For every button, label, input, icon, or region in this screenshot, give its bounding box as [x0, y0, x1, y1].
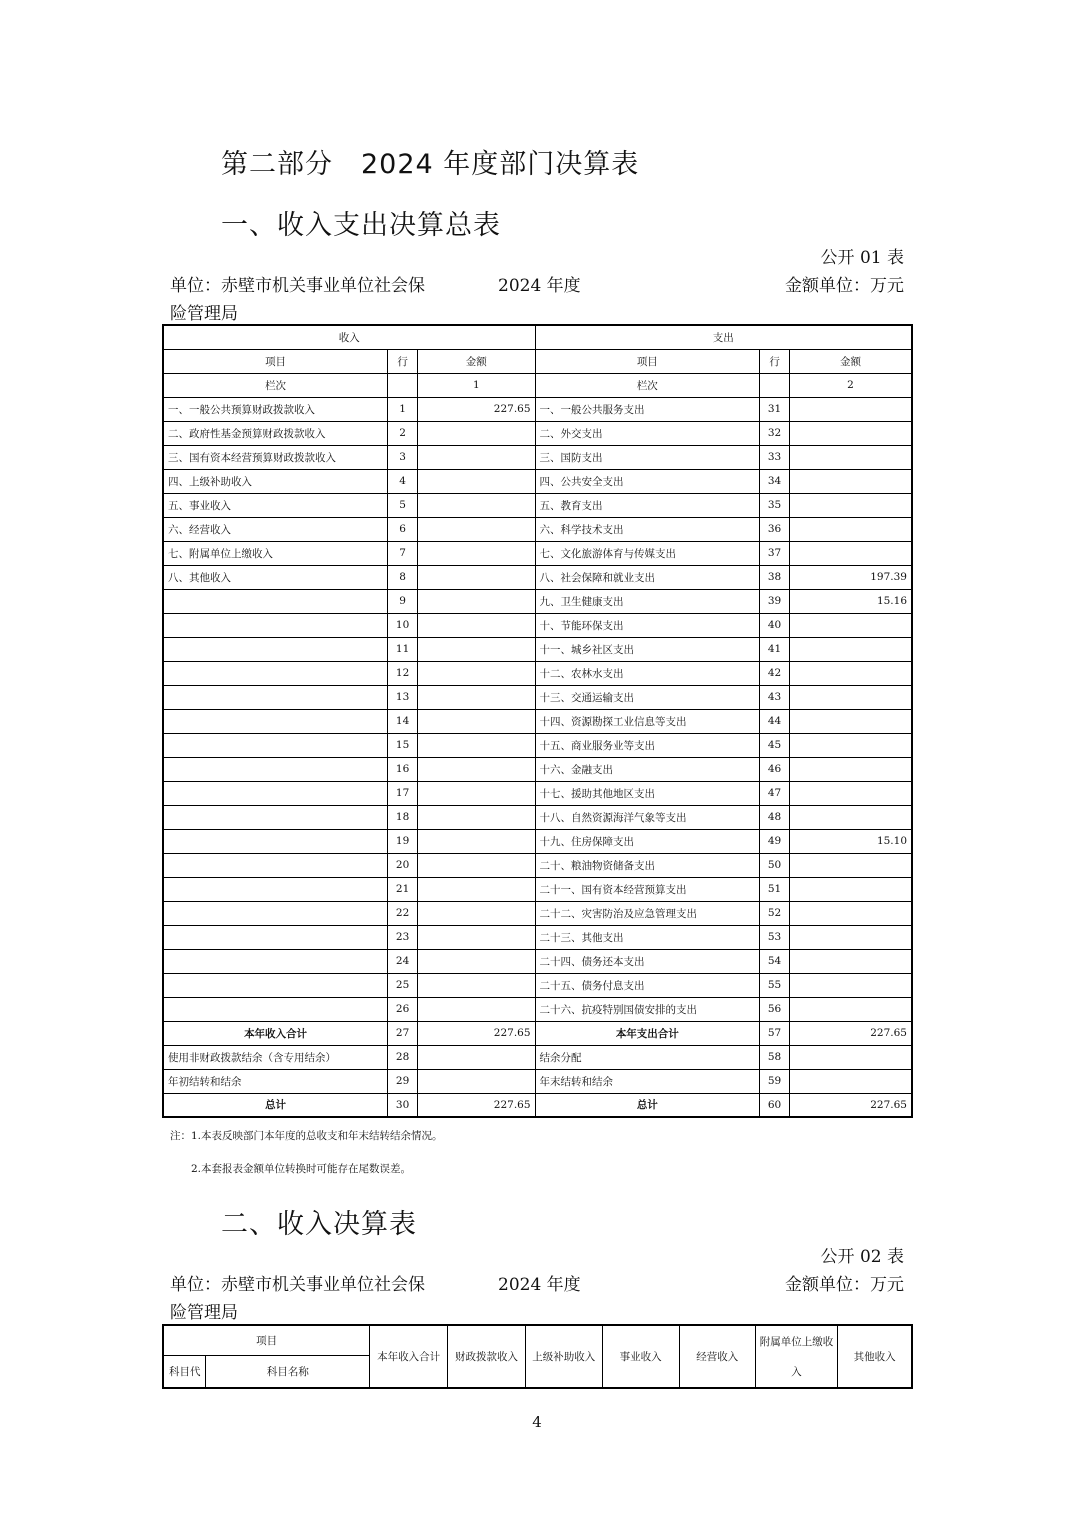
table-row-in-amt — [418, 637, 535, 661]
table-row — [163, 997, 912, 1021]
header-expense: 支出 — [535, 325, 912, 349]
table-row-ex-row: 34 — [760, 469, 790, 493]
t2-col-superior: 上级补助收入 — [525, 1325, 602, 1388]
table-row-ex-row: 51 — [760, 877, 790, 901]
table-row-ex-item: 二十五、债务付息支出 — [535, 973, 760, 997]
total-row-ex-amt: 227.65 — [790, 1093, 912, 1117]
lanci-expense-row — [760, 373, 790, 397]
total-row-ex-row: 60 — [760, 1093, 790, 1117]
table-row-ex-row: 46 — [760, 757, 790, 781]
table-row-ex-amt — [790, 421, 912, 445]
table-row — [163, 709, 912, 733]
table-row-ex-item: 六、科学技术支出 — [535, 517, 760, 541]
subtotal-row-in-item: 本年收入合计 — [163, 1021, 388, 1045]
table-row — [163, 469, 912, 493]
table-row — [163, 445, 912, 469]
table-row-in-amt — [418, 853, 535, 877]
table-row — [163, 829, 912, 853]
balance-row-in-row: 28 — [388, 1045, 418, 1069]
t2-col-name: 科目名称 — [206, 1355, 370, 1388]
t2-col-business: 事业收入 — [602, 1325, 679, 1388]
table-row-ex-row: 56 — [760, 997, 790, 1021]
lanci-expense: 栏次 — [535, 373, 760, 397]
table-row-in-amt — [418, 805, 535, 829]
income-statement-table — [162, 1324, 913, 1389]
table-row-ex-item: 一、一般公共服务支出 — [535, 397, 760, 421]
table-row-in-item: 六、经营收入 — [163, 517, 388, 541]
table-row-ex-amt — [790, 925, 912, 949]
table-row — [163, 661, 912, 685]
table-row-in-amt — [418, 565, 535, 589]
table-row — [163, 877, 912, 901]
table-row-ex-item: 四、公共安全支出 — [535, 469, 760, 493]
table-row-in-amt — [418, 949, 535, 973]
table-row-in-row: 22 — [388, 901, 418, 925]
table-row-ex-item: 十七、援助其他地区支出 — [535, 781, 760, 805]
balance-row — [163, 1045, 912, 1069]
table-row-in-amt — [418, 661, 535, 685]
section2-unit-line1: 单位：赤壁市机关事业单位社会保 — [170, 1275, 425, 1295]
table-row — [163, 757, 912, 781]
table-row-ex-item: 二十一、国有资本经营预算支出 — [535, 877, 760, 901]
col-row-income: 行 — [388, 349, 418, 373]
table-row-ex-row: 40 — [760, 613, 790, 637]
t2-col-item: 项目 — [163, 1325, 370, 1355]
table-row — [163, 925, 912, 949]
table-row — [163, 517, 912, 541]
col-row-expense: 行 — [760, 349, 790, 373]
table-row-in-item — [163, 949, 388, 973]
balance-row-in-amt — [418, 1045, 535, 1069]
table-row — [163, 685, 912, 709]
table-row-in-row: 23 — [388, 925, 418, 949]
table-row-ex-item: 十三、交通运输支出 — [535, 685, 760, 709]
t2-col-other: 其他收入 — [838, 1325, 912, 1388]
section1-unit-line1: 单位：赤壁市机关事业单位社会保 — [170, 276, 425, 296]
table-row-in-row: 11 — [388, 637, 418, 661]
table-row-ex-row: 41 — [760, 637, 790, 661]
table-row-in-item — [163, 805, 388, 829]
table-row-in-row: 18 — [388, 805, 418, 829]
table-row-in-row: 5 — [388, 493, 418, 517]
table-row-in-row: 17 — [388, 781, 418, 805]
balance-row-ex-row: 58 — [760, 1045, 790, 1069]
t2-col-affiliate-line1: 附属单位上缴收 — [759, 1335, 834, 1348]
table-row — [163, 637, 912, 661]
t2-col-code: 科目代 — [163, 1355, 206, 1388]
balance-row-in-item: 使用非财政拨款结余（含专用结余） — [163, 1045, 388, 1069]
part-title: 第二部分 2024 年度部门决算表 — [221, 149, 640, 180]
subtotal-row-ex-item: 本年支出合计 — [535, 1021, 760, 1045]
table-row-in-item: 七、附属单位上缴收入 — [163, 541, 388, 565]
subtotal-row — [163, 1021, 912, 1045]
section1-unit-line2: 险管理局 — [170, 304, 238, 324]
table-row-in-amt — [418, 613, 535, 637]
table-row-ex-amt — [790, 637, 912, 661]
table-row-in-row: 4 — [388, 469, 418, 493]
section2-title: 二、收入决算表 — [221, 1209, 417, 1240]
balance-row-ex-row: 59 — [760, 1069, 790, 1093]
table-row-ex-item: 二十三、其他支出 — [535, 925, 760, 949]
table-row-in-item — [163, 685, 388, 709]
table-row-ex-row: 37 — [760, 541, 790, 565]
section2-table-code: 公开 02 表 — [820, 1247, 904, 1267]
table-row-in-item — [163, 781, 388, 805]
table-row-ex-amt — [790, 901, 912, 925]
balance-row-ex-item: 结余分配 — [535, 1045, 760, 1069]
table-row-in-row: 21 — [388, 877, 418, 901]
table-row — [163, 733, 912, 757]
section2-unit-line2: 险管理局 — [170, 1303, 238, 1323]
balance-row-ex-item: 年末结转和结余 — [535, 1069, 760, 1093]
table-row-ex-item: 二、外交支出 — [535, 421, 760, 445]
section1-year: 2024 年度 — [498, 276, 581, 296]
table-row-in-row: 24 — [388, 949, 418, 973]
table-row-ex-amt — [790, 973, 912, 997]
balance-row-ex-amt — [790, 1069, 912, 1093]
table-row-ex-row: 50 — [760, 853, 790, 877]
table-row-ex-row: 54 — [760, 949, 790, 973]
table-row-ex-amt — [790, 493, 912, 517]
table-row-ex-amt — [790, 661, 912, 685]
total-row-ex-item: 总计 — [535, 1093, 760, 1117]
table-row-in-amt — [418, 469, 535, 493]
table-row-in-row: 3 — [388, 445, 418, 469]
table-row-ex-row: 55 — [760, 973, 790, 997]
table-row-ex-item: 十六、金融支出 — [535, 757, 760, 781]
table-row-in-row: 14 — [388, 709, 418, 733]
table-row-in-item — [163, 709, 388, 733]
table-row-ex-row: 42 — [760, 661, 790, 685]
table-row-in-item: 五、事业收入 — [163, 493, 388, 517]
table-row-in-item — [163, 877, 388, 901]
table-row-ex-item: 二十二、灾害防治及应急管理支出 — [535, 901, 760, 925]
table-row-in-item: 一、一般公共预算财政拨款收入 — [163, 397, 388, 421]
table-row-ex-amt — [790, 805, 912, 829]
table-row-in-amt — [418, 685, 535, 709]
t2-col-fiscal: 财政拨款收入 — [448, 1325, 526, 1388]
table-row-in-amt — [418, 445, 535, 469]
subtotal-row-in-row: 27 — [388, 1021, 418, 1045]
t2-col-affiliate — [755, 1325, 838, 1388]
table-row-in-item — [163, 589, 388, 613]
table-row-in-item — [163, 757, 388, 781]
table-row-ex-row: 33 — [760, 445, 790, 469]
page-number: 4 — [532, 1413, 542, 1431]
table-row-ex-item: 十一、城乡社区支出 — [535, 637, 760, 661]
table-row — [163, 397, 912, 421]
table-row-in-row: 9 — [388, 589, 418, 613]
table-row-in-row: 13 — [388, 685, 418, 709]
table-row-in-row: 1 — [388, 397, 418, 421]
table-row — [163, 421, 912, 445]
table-row-in-row: 8 — [388, 565, 418, 589]
table-row-in-amt — [418, 877, 535, 901]
table-row-ex-amt: 197.39 — [790, 565, 912, 589]
table-row-ex-row: 31 — [760, 397, 790, 421]
lanci-income-row — [388, 373, 418, 397]
section2-amount-unit: 金额单位：万元 — [785, 1275, 904, 1295]
table-row-in-row: 10 — [388, 613, 418, 637]
table-row-ex-row: 49 — [760, 829, 790, 853]
table-row-ex-amt — [790, 517, 912, 541]
table-row — [163, 613, 912, 637]
table-row-in-row: 25 — [388, 973, 418, 997]
t2-col-operating: 经营收入 — [679, 1325, 755, 1388]
balance-row-in-amt — [418, 1069, 535, 1093]
table-row-ex-amt — [790, 613, 912, 637]
table-row-in-item — [163, 661, 388, 685]
table-row-in-item — [163, 637, 388, 661]
header-income: 收入 — [163, 325, 535, 349]
table-row-in-amt — [418, 781, 535, 805]
table-row-in-row: 15 — [388, 733, 418, 757]
subtotal-row-ex-row: 57 — [760, 1021, 790, 1045]
table-row-ex-item: 三、国防支出 — [535, 445, 760, 469]
table-row-in-amt — [418, 541, 535, 565]
table-row-ex-item: 十二、农林水支出 — [535, 661, 760, 685]
table-row — [163, 781, 912, 805]
note-1: 注：1.本表反映部门本年度的总收支和年末结转结余情况。 — [170, 1130, 443, 1142]
col-amount-expense: 金额 — [790, 349, 912, 373]
table-row-ex-row: 36 — [760, 517, 790, 541]
table-row-ex-row: 52 — [760, 901, 790, 925]
table-row-in-item: 四、上级补助收入 — [163, 469, 388, 493]
table-row-ex-row: 47 — [760, 781, 790, 805]
table-row-ex-amt — [790, 685, 912, 709]
table-row — [163, 589, 912, 613]
note-2: 2.本套报表金额单位转换时可能存在尾数误差。 — [191, 1163, 412, 1175]
t2-col-affiliate-line2: 入 — [791, 1365, 802, 1378]
table-row-in-item — [163, 853, 388, 877]
table-row-in-amt — [418, 757, 535, 781]
col-item-expense: 项目 — [535, 349, 760, 373]
table-row — [163, 853, 912, 877]
table-row — [163, 805, 912, 829]
total-row — [163, 1093, 912, 1117]
subtotal-row-in-amt: 227.65 — [418, 1021, 535, 1045]
table-row-ex-amt: 15.10 — [790, 829, 912, 853]
table-row-in-row: 12 — [388, 661, 418, 685]
table-row-ex-item: 十四、资源勘探工业信息等支出 — [535, 709, 760, 733]
table-row-ex-amt — [790, 997, 912, 1021]
table-row-ex-amt — [790, 469, 912, 493]
table-row-ex-item: 十、节能环保支出 — [535, 613, 760, 637]
table-row-ex-amt — [790, 757, 912, 781]
table-row-ex-amt — [790, 733, 912, 757]
table-row-in-amt — [418, 709, 535, 733]
total-row-in-amt: 227.65 — [418, 1093, 535, 1117]
table-row-in-item: 三、国有资本经营预算财政拨款收入 — [163, 445, 388, 469]
table-row-in-item — [163, 613, 388, 637]
table-row-ex-row: 48 — [760, 805, 790, 829]
table-row-ex-row: 43 — [760, 685, 790, 709]
balance-row-ex-amt — [790, 1045, 912, 1069]
table-row-in-amt — [418, 493, 535, 517]
table-row-ex-amt — [790, 877, 912, 901]
subtotal-row-ex-amt: 227.65 — [790, 1021, 912, 1045]
balance-row — [163, 1069, 912, 1093]
table-row — [163, 949, 912, 973]
table-row-ex-row: 38 — [760, 565, 790, 589]
table-row-ex-item: 十五、商业服务业等支出 — [535, 733, 760, 757]
table-row-ex-row: 32 — [760, 421, 790, 445]
table-row-in-item — [163, 997, 388, 1021]
table-row-ex-item: 五、教育支出 — [535, 493, 760, 517]
table-row-ex-item: 二十、粮油物资储备支出 — [535, 853, 760, 877]
table-row-in-row: 6 — [388, 517, 418, 541]
table-row-ex-row: 53 — [760, 925, 790, 949]
table-row-in-amt — [418, 925, 535, 949]
table-row-ex-amt — [790, 949, 912, 973]
t2-col-total: 本年收入合计 — [370, 1325, 448, 1388]
table-row-ex-amt — [790, 445, 912, 469]
col-amount-income: 金额 — [418, 349, 535, 373]
table-row-in-item: 八、其他收入 — [163, 565, 388, 589]
section1-table-code: 公开 01 表 — [820, 248, 904, 268]
table-row-in-amt — [418, 421, 535, 445]
table-row-ex-item: 八、社会保障和就业支出 — [535, 565, 760, 589]
table-row-in-amt — [418, 733, 535, 757]
table-row-ex-item: 二十四、债务还本支出 — [535, 949, 760, 973]
section1-amount-unit: 金额单位：万元 — [785, 276, 904, 296]
table-row-in-amt: 227.65 — [418, 397, 535, 421]
table-row-in-amt — [418, 973, 535, 997]
table-row — [163, 973, 912, 997]
table-row-in-amt — [418, 517, 535, 541]
section1-title: 一、收入支出决算总表 — [221, 210, 501, 241]
table-row — [163, 901, 912, 925]
table-row-ex-row: 45 — [760, 733, 790, 757]
table-row-in-amt — [418, 829, 535, 853]
table-row-in-item: 二、政府性基金预算财政拨款收入 — [163, 421, 388, 445]
table-row-ex-row: 39 — [760, 589, 790, 613]
table-row-in-item — [163, 973, 388, 997]
table-row-in-item — [163, 901, 388, 925]
table-row-ex-item: 十九、住房保障支出 — [535, 829, 760, 853]
table-row-ex-item: 七、文化旅游体育与传媒支出 — [535, 541, 760, 565]
lanci-expense-no: 2 — [790, 373, 912, 397]
table-row — [163, 541, 912, 565]
section2-year: 2024 年度 — [498, 1275, 581, 1295]
table-row-ex-row: 44 — [760, 709, 790, 733]
col-item-income: 项目 — [163, 349, 388, 373]
table-row-ex-amt — [790, 397, 912, 421]
table-row-in-row: 20 — [388, 853, 418, 877]
table-row-ex-item: 二十六、抗疫特别国债安排的支出 — [535, 997, 760, 1021]
income-expense-summary-table — [162, 324, 913, 1118]
table-row-ex-amt — [790, 541, 912, 565]
table-row-in-row: 7 — [388, 541, 418, 565]
total-row-in-item: 总计 — [163, 1093, 388, 1117]
table-row-ex-amt — [790, 781, 912, 805]
table-row-in-item — [163, 925, 388, 949]
table-row-ex-amt: 15.16 — [790, 589, 912, 613]
total-row-in-row: 30 — [388, 1093, 418, 1117]
table-row-ex-amt — [790, 853, 912, 877]
table-row-in-row: 19 — [388, 829, 418, 853]
table-row-ex-item: 十八、自然资源海洋气象等支出 — [535, 805, 760, 829]
table-row — [163, 493, 912, 517]
table-row-in-row: 26 — [388, 997, 418, 1021]
balance-row-in-row: 29 — [388, 1069, 418, 1093]
table-row-in-item — [163, 733, 388, 757]
balance-row-in-item: 年初结转和结余 — [163, 1069, 388, 1093]
table-row-in-amt — [418, 901, 535, 925]
lanci-income-no: 1 — [418, 373, 535, 397]
table-row-ex-item: 九、卫生健康支出 — [535, 589, 760, 613]
table-row-ex-row: 35 — [760, 493, 790, 517]
table-row-in-row: 16 — [388, 757, 418, 781]
table-row-in-amt — [418, 997, 535, 1021]
table-row — [163, 565, 912, 589]
table-row-ex-amt — [790, 709, 912, 733]
table-row-in-row: 2 — [388, 421, 418, 445]
table-row-in-amt — [418, 589, 535, 613]
table-row-in-item — [163, 829, 388, 853]
lanci-income: 栏次 — [163, 373, 388, 397]
